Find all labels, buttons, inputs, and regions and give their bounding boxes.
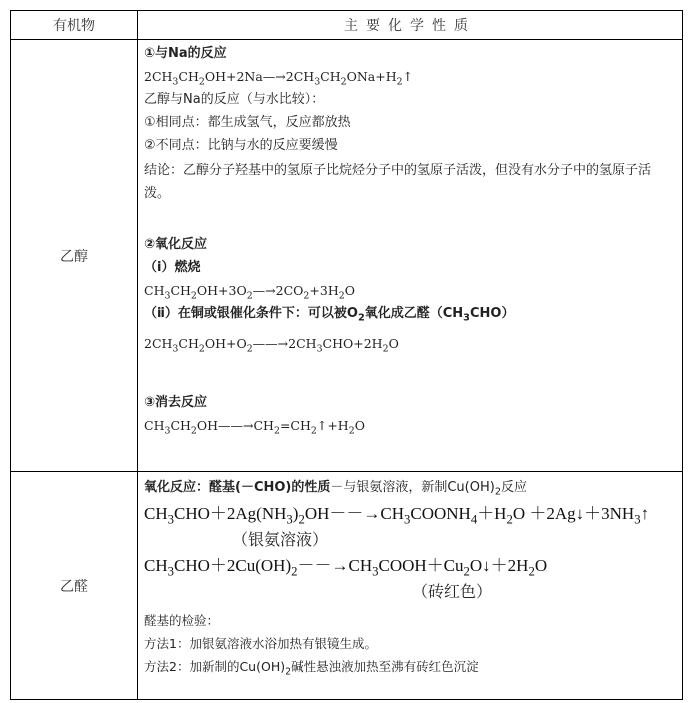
na-reaction-equation: $2CH_3CH_2OH+2Na—\to 2CH_3CH_2ONa+H_2↑$: [144, 69, 414, 88]
catalytic-oxidation-title: （ⅱ）在铜或银催化条件下：可以被$O_2$氧化成乙醛$(CH_3CHO)$: [144, 306, 515, 324]
chemistry-properties-table: [10, 10, 683, 700]
na-reaction-title: ①与Na的反应: [144, 46, 227, 61]
na-compare-title: 乙醇与Na的反应（与水比较）：: [144, 92, 325, 107]
silver-ammonia-note: （银氨溶液）: [232, 530, 329, 549]
compound-name-acetaldehyde: 乙醛: [11, 472, 138, 699]
oxidation-title: ②氧化反应: [144, 237, 208, 252]
test-method-2: 方法2：加新制的$Cu(OH)_2$碱性悬浊液加热至沸有砖红色沉淀: [144, 659, 479, 678]
conclusion-text: 结论：乙醇分子羟基中的氢原子比烷烃分子中的氢原子活泼，但没有水分子中的氢原子活泼。: [144, 163, 652, 201]
header-main-properties: 主要化学性质: [138, 11, 683, 39]
table-header-row: [11, 11, 683, 40]
silver-mirror-equation: $CH_3CHO+2Ag(NH_3)_2OH--\to CH_3COONH_4+H_2O$ $+2Ag↓+3NH_3↑$: [144, 504, 650, 527]
similarity-text: ①相同点：都生成氢气，反应都放热: [144, 115, 351, 130]
aldehyde-oxidation-title: 氧化反应：醛基(－CHO)的性质－与银氨溶液，新制$Cu(OH)_2$反应: [144, 480, 528, 498]
elimination-title: ③消去反应: [144, 395, 208, 410]
catalytic-oxidation-equation: $2CH_3CH_2OH+O_2——\to 2CH_3CHO+2H_2O$: [144, 336, 399, 355]
table-row-ethanol: [11, 40, 683, 472]
header-organic-compound: 有机物: [11, 11, 138, 39]
aldehyde-test-title: 醛基的检验：: [144, 613, 220, 628]
combustion-title: （ⅰ）燃烧: [144, 260, 201, 275]
elimination-equation: $CH_3CH_2OH——\to CH_2=CH_2↑+H_2O$: [144, 418, 365, 437]
compound-name-ethanol: 乙醇: [11, 40, 138, 471]
difference-text: ②不同点：比钠与水的反应要缓慢: [144, 138, 338, 153]
ethanol-properties: [138, 40, 683, 471]
copper-hydroxide-equation: $CH_3CHO+2Cu(OH)_2--\to CH_3COOH+Cu_2O↓+2H_2O$: [144, 556, 548, 579]
combustion-equation: $CH_3CH_2OH+3O_2—\to 2CO_2+3H_2O$: [144, 283, 355, 302]
acetaldehyde-properties: [138, 472, 683, 699]
brick-red-note: （砖红色）: [412, 582, 493, 601]
test-method-1: 方法1：加银氨溶液水浴加热有银镜生成。: [144, 636, 377, 651]
table-row-acetaldehyde: [11, 472, 683, 700]
